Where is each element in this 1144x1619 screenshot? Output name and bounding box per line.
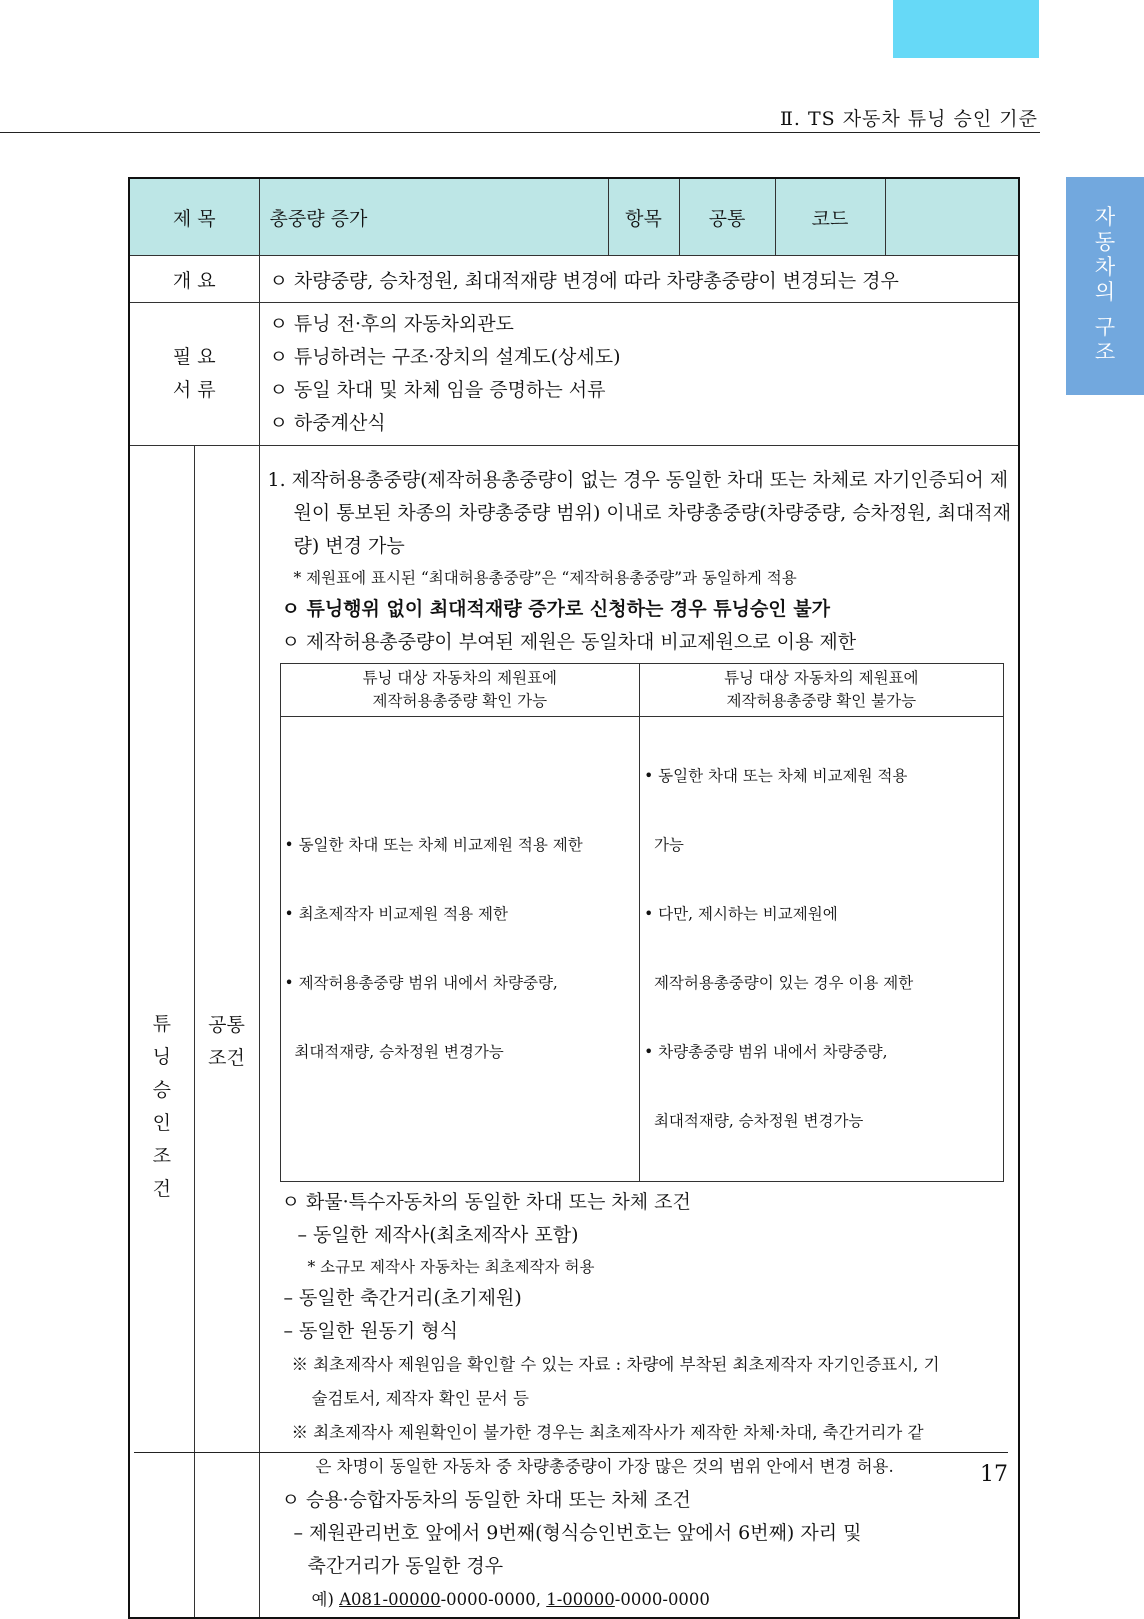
side-tab-char: 의 [1094,280,1116,304]
header-line: 제작허용총중량 확인 불가능 [726,692,917,710]
doc-item: ㅇ 튜닝 전·후의 자동차외관도 [269,313,514,335]
comparison-header-impossible [640,664,1003,717]
bullet-item: • 다만, 제시하는 비교제원에 [644,905,838,923]
condition-line: ㅇ 승용·승합자동차의 동일한 차대 또는 차체 조건 [281,1489,691,1511]
note-line: * 소규모 제작사 자동차는 최초제작자 허용 [307,1258,595,1276]
comparison-table [280,663,1004,1182]
condition-line: – 동일한 제작사(최초제작사 포함) [297,1224,579,1246]
reference-note: ※ 최초제작사 제원임을 확인할 수 있는 자료 : 차량에 부착된 최초제작자 자기인증표시, 기 [291,1355,940,1374]
condition-line: – 동일한 축간거리(초기제원) [283,1287,522,1309]
docs-label-line: 서 류 [172,379,216,401]
code-label: 코드 [775,178,885,256]
common-label-line: 조건 [208,1046,245,1069]
doc-item: ㅇ 하중계산식 [269,412,386,434]
page-number: 17 [980,1462,1008,1487]
example-code-underlined: A081-00000 [339,1590,441,1609]
side-tab-char: 조 [1094,340,1116,364]
bullet-item: • 최초제작자 비교제원 적용 제한 [284,905,509,923]
comparison-header-possible [280,664,640,717]
side-chapter-tab [1066,177,1144,395]
docs-label [129,303,259,446]
bullet-item: • 동일한 차대 또는 차체 비교제원 적용 [644,767,908,785]
title-value: 총중량 증가 [259,178,608,256]
bullet-item: 제작허용총중량이 있는 경우 이용 제한 [644,974,914,992]
footer-rule [134,1452,1008,1453]
comparison-left-cell [280,717,640,1182]
header-line: 제작허용총중량 확인 가능 [372,692,548,710]
example-code: -0000-0000 [614,1590,710,1609]
header-line: 튜닝 대상 자동차의 제원표에 [362,669,558,687]
top-color-tab [893,0,1039,58]
doc-item: ㅇ 튜닝하려는 구조·장치의 설계도(상세도) [269,346,621,368]
vertical-char: 조 [152,1144,171,1167]
item-label: 항목 [608,178,679,256]
reference-note: 은 차명이 동일한 자동차 중 차량총중량이 가장 많은 것의 범위 안에서 변경 허용. [315,1457,894,1476]
bold-notice: ㅇ 튜닝행위 없이 최대적재량 증가로 신청하는 경우 튜닝승인 불가 [281,598,830,620]
code-value [885,178,1019,256]
spec-table [128,177,1020,1619]
docs-list [259,303,1019,446]
side-tab-char: 자 [1094,205,1116,229]
bullet-item: • 동일한 차대 또는 차체 비교제원 적용 제한 [284,836,583,854]
common-label-line: 공통 [208,1013,245,1036]
conditions-body [259,446,1019,1619]
condition-line: – 제원관리번호 앞에서 9번째(형식승인번호는 앞에서 6번째) 자리 및 [293,1522,862,1544]
example-prefix: 예) [311,1590,340,1609]
condition-line: ㅇ 화물·특수자동차의 동일한 차대 또는 차체 조건 [281,1191,691,1213]
chapter-header: Ⅱ. TS 자동차 튜닝 승인 기준 [779,108,1038,130]
title-label: 제 목 [129,178,259,256]
header-rule [0,132,1040,133]
condition-line: 축간거리가 동일한 경우 [307,1555,504,1577]
bullet-item: 가능 [644,836,684,854]
docs-label-line: 필 요 [172,346,216,368]
reference-note: 술검토서, 제작자 확인 문서 등 [311,1389,529,1408]
condition-line: – 동일한 원동기 형식 [283,1320,458,1342]
bullet-item: • 차량총중량 범위 내에서 차량중량, [644,1043,888,1061]
example-code-underlined: 1-00000 [546,1590,615,1609]
vertical-char: 인 [152,1111,171,1134]
condition-paragraph-1: 1. 제작허용총중량(제작허용총중량이 없는 경우 동일한 차대 또는 차체로 자기인증되어 제원이 통보된 차종의 차량총중량 범위) 이내로 차량총중량(차량중량, 승차정원, 최대적재량) 변경 가능 [267,469,1012,557]
overview-text: ㅇ 차량중량, 승차정원, 최대적재량 변경에 따라 차량총중량이 변경되는 경우 [259,256,1019,303]
condition-line: ㅇ 제작허용총중량이 부여된 제원은 동일차대 비교제원으로 이용 제한 [281,631,857,653]
example-line [268,1583,1013,1617]
side-tab-char: 차 [1094,255,1116,279]
vertical-char: 닝 [152,1045,171,1068]
vertical-char: 튜 [152,1012,171,1035]
bullet-item: 최대적재량, 승차정원 변경가능 [644,1112,864,1130]
side-tab-char: 구 [1094,315,1116,339]
header-line: 튜닝 대상 자동차의 제원표에 [724,669,919,687]
vertical-char: 건 [152,1177,171,1200]
bullet-item: • 제작허용총중량 범위 내에서 차량중량, [284,974,558,992]
overview-label: 개 요 [129,256,259,303]
example-code: -0000-0000, [440,1590,547,1609]
conditions-vertical-label [129,446,194,1619]
reference-note: ※ 최초제작사 제원확인이 불가한 경우는 최초제작사가 제작한 차체·차대, 축간거리가 같 [291,1423,924,1442]
side-tab-char: 동 [1094,230,1116,254]
note-line: * 제원표에 표시된 “최대허용총중량”은 “제작허용총중량”과 동일하게 적용 [293,569,797,587]
comparison-right-cell [640,717,1003,1182]
vertical-char: 승 [152,1078,171,1101]
item-value: 공통 [679,178,775,256]
doc-item: ㅇ 동일 차대 및 차체 임을 증명하는 서류 [269,379,606,401]
common-conditions-label [194,446,259,1619]
bullet-item: 최대적재량, 승차정원 변경가능 [284,1043,504,1061]
